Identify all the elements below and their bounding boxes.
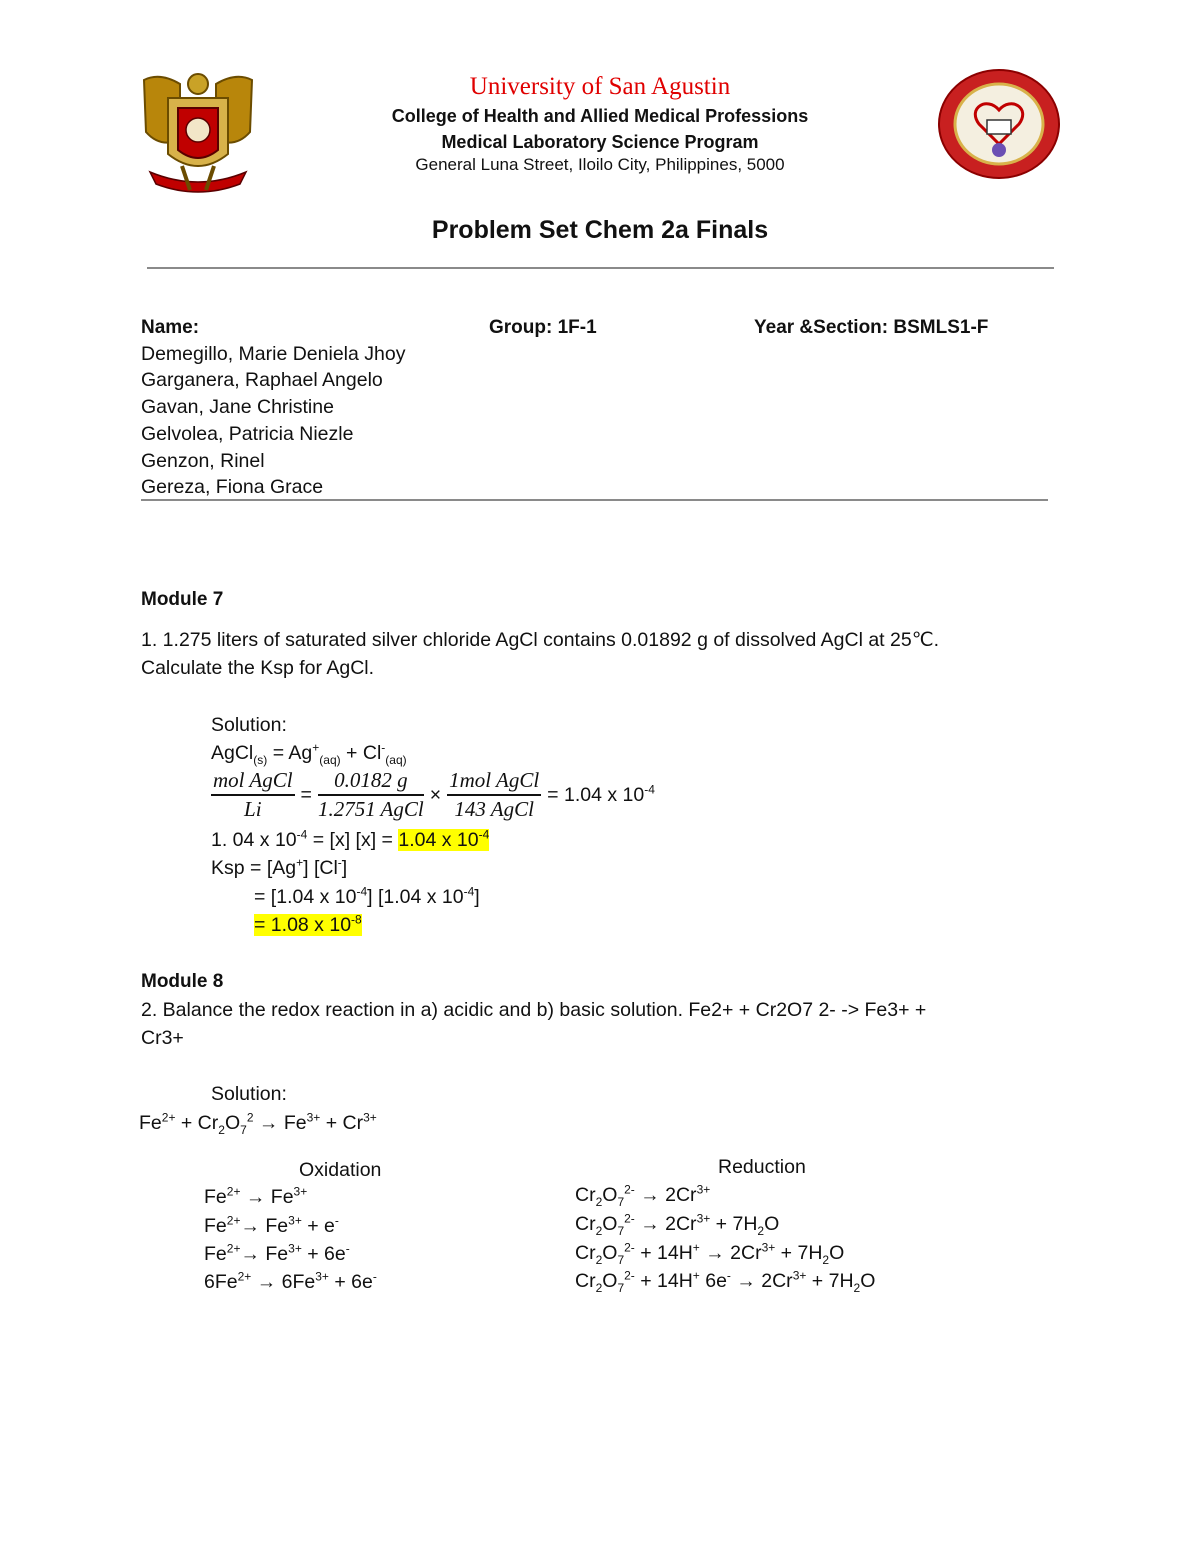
- member-name: Demegillo, Marie Deniela Jhoy: [141, 343, 406, 365]
- ksp-answer: = 1.08 x $10^{-8}$: [254, 912, 362, 936]
- document-title: Problem Set Chem 2a Finals: [431, 216, 769, 244]
- reduction-step: $Cr_2O_7^{2-} + 14H^+ \to 2Cr^{3+} + 7H_2O$: [575, 1240, 845, 1267]
- group-label: Group: 1F-1: [489, 317, 597, 338]
- reduction-heading: Reduction: [718, 1156, 806, 1178]
- program-name: Medical Laboratory Science Program: [441, 132, 759, 152]
- question-1-line-2: Calculate the Ksp for AgCl.: [141, 657, 375, 679]
- member-name: Gavan, Jane Christine: [141, 396, 334, 418]
- reduction-step: $Cr_2O_7^{2-} \to 2Cr^{3+} + 7H_2O$: [575, 1211, 780, 1238]
- oxidation-step: $Fe^{2+}\to Fe^{3+} + 6e^-$: [204, 1241, 350, 1265]
- oxidation-step: $6Fe^{2+} \to 6Fe^{3+} + 6e^-$: [204, 1269, 377, 1293]
- reduction-step: $Cr_2O_7^{2-} + 14H^+$ $6e^- \to 2Cr^{3+} + 7H_2O$: [575, 1268, 876, 1295]
- member-name: Gelvolea, Patricia Niezle: [141, 423, 354, 445]
- ksp-expression: Ksp = [Ag+] [Cl-]: [211, 855, 348, 879]
- member-name: Gereza, Fiona Grace: [141, 476, 324, 498]
- college-name: College of Health and Allied Medical Professions: [391, 106, 809, 126]
- title-divider: [147, 267, 1054, 269]
- molarity-fraction: $\frac{\text{mol AgCl}}{Li}$: [213, 768, 293, 821]
- oxidation-step: $Fe^{2+}\to Fe^{3+} + e^-$: [204, 1213, 339, 1237]
- address: General Luna Street, Iloilo City, Philippines, 5000: [415, 155, 785, 174]
- member-name: Garganera, Raphael Angelo: [141, 369, 383, 391]
- year-section-label: Year &Section: BSMLS1-F: [754, 317, 989, 338]
- member-name: Genzon, Rinel: [141, 450, 265, 472]
- ksp-substitution: = [1.04 x $10^{-4}$] [1.04 x $10^{-4}$]: [254, 884, 480, 908]
- molar-mass-fraction: $\frac{\text{1mol AgCl}}{\text{143 AgCl}}$: [449, 768, 540, 821]
- solution-label-2: Solution:: [211, 1083, 287, 1105]
- solubility-answer: 1.04 x $10^{-4}$: [398, 827, 490, 851]
- name-label: Name:: [141, 317, 200, 338]
- question-1-line-1: 1. 1.275 liters of saturated silver chloride AgCl contains 0.01892 g of dissolved AgCl at 25℃.: [141, 629, 940, 651]
- solubility-line: 1. 04 x $10^{-4} = [x] [x] = 1.04$ x $10^{-4}$: [211, 827, 490, 851]
- module-8-heading: Module 8: [141, 971, 224, 992]
- module-7-heading: Module 7: [141, 589, 224, 610]
- overall-reaction: $Fe^{2+} + Cr_2O_7^2 \to Fe^{3+} + Cr^{3+}$: [139, 1110, 377, 1137]
- solution-label: Solution:: [211, 714, 287, 736]
- reduction-step: $Cr_2O_7^{2-} \to 2Cr^{3+}$: [575, 1182, 711, 1209]
- mass-volume-fraction: $\frac{0.0182 g}{\text{1.2751 AgCl}}$: [317, 768, 424, 821]
- question-2-line-2: Cr3+: [141, 1027, 184, 1049]
- oxidation-step: $Fe^{2+} \to Fe^{3+}$: [204, 1184, 308, 1208]
- molarity-calculation: $\frac{\text{mol AgCl}}{Li}$ = $\frac{0.0182 g}{\text{1.2751 AgCl}}$ × $\frac{\text{1mol AgCl}}{\text{143 AgCl}}$ = 1.04 x $10^{-4}$: [213, 768, 655, 821]
- college-seal-logo: [937, 68, 1061, 180]
- info-divider: [141, 499, 1048, 501]
- oxidation-heading: Oxidation: [299, 1159, 382, 1181]
- university-name: University of San Agustin: [469, 73, 731, 100]
- dissociation-equation: AgCl$_{(s)}$ = $Ag^+_{(aq)} + Cl^-_{(aq)}$: [211, 740, 407, 767]
- university-seal-logo: [140, 70, 256, 196]
- question-2-line-1: 2. Balance the redox reaction in a) acidic and b) basic solution. Fe2+ + Cr2O7 2- -> Fe3+ +: [141, 999, 927, 1021]
